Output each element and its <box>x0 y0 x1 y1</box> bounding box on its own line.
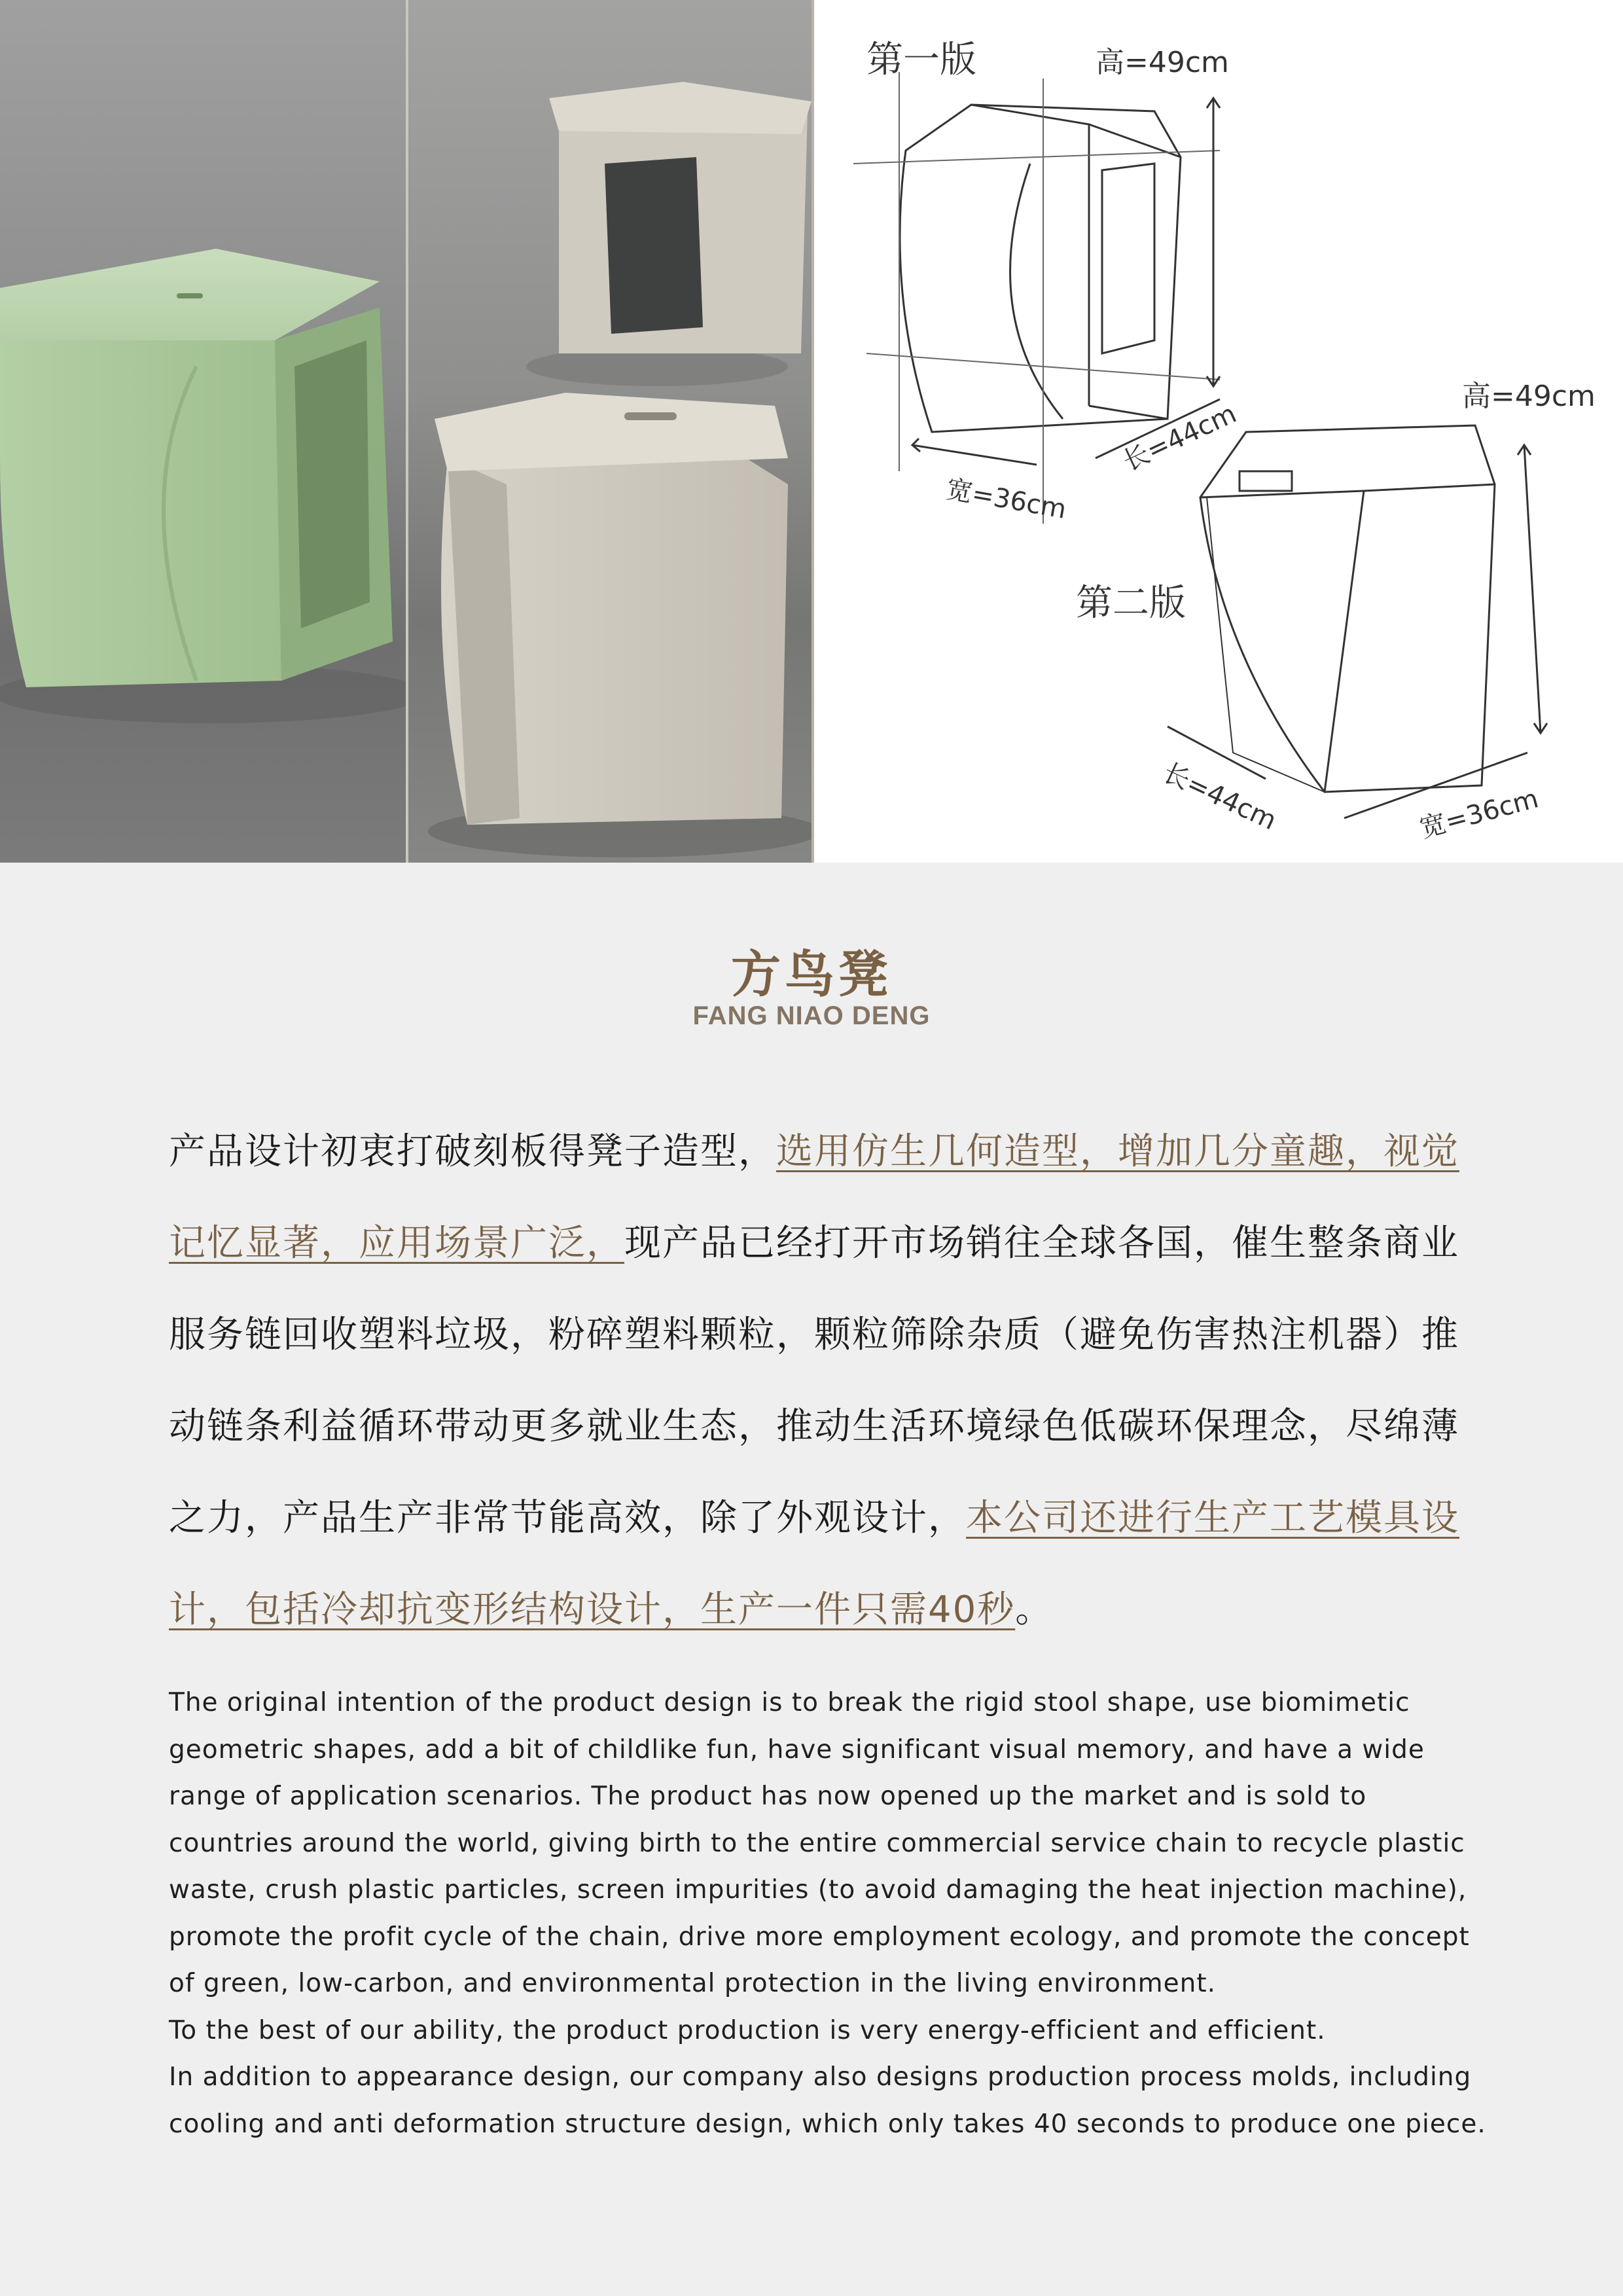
beige-stools-illustration <box>408 0 812 863</box>
description-en-paragraph-2: To the best of our ability, the product production is very energy-efficient and efficient. <box>169 2015 1326 2045</box>
sketch-v2-length: 长=44cm <box>1158 757 1281 836</box>
description-cn <box>169 1106 1471 1656</box>
product-title-cn: 方鸟凳 <box>731 945 892 1003</box>
sketch-drawing <box>814 0 1623 863</box>
sketch-v1-label: 第一版 <box>866 39 976 81</box>
description-en-paragraph-3: In addition to appearance design, our company also designs production process molds, including cooling and anti deformation structure design, which only takes 40 seconds to produce one piece. <box>169 2062 1486 2139</box>
product-title-en: FANG NIAO DENG <box>692 1001 931 1030</box>
description-cn-end: 。 <box>1015 1588 1054 1631</box>
beige-stools-render <box>408 0 812 863</box>
sketch-v1-height: 高=49cm <box>1096 46 1229 79</box>
sketch-v1-width: 宽=36cm <box>944 474 1069 526</box>
description-cn-part2: 现产品已经打开市场销往全球各国，催生整条商业服务链回收塑料垃圾，粉碎塑料颗粒，颗粒筛除杂质（避免伤害热注机器）推动链条利益循环带动更多就业生态，推动生活环境绿色低碳环保理念，尽绵薄之力，产品生产非常节能高效，除了外观设计， <box>169 1222 1459 1539</box>
description-cn-highlight-1: 选用仿生几何造型，增加几分童趣，视觉记忆显著，应用场景广泛， <box>169 1130 1459 1265</box>
description-cn-part1: 产品设计初衷打破刻板得凳子造型， <box>169 1130 776 1173</box>
hero-image-strip <box>0 0 1623 863</box>
sketch-v2-width: 宽=36cm <box>1416 783 1542 844</box>
sketch-v2-height: 高=49cm <box>1462 380 1596 413</box>
sketch-v1-length: 长=44cm <box>1118 399 1241 478</box>
description-en-paragraph-1: The original intention of the product design is to break the rigid stool shape, use biomimetic geometric shapes, add a bit of childlike fun, have significant visual memory, and have a wide range of application scenarios. The product has now opened up the market and is sold to countries around the world, giving birth to the entire commercial service chain to recycle plastic waste, crush plastic particles, screen impurities (to avoid damaging the heat injection machine), promote the profit cycle of the chain, drive more employment ecology, and promote the concept of green, low-carbon, and environmental protection in the living environment. <box>169 1688 1470 1998</box>
green-stool-render <box>0 0 406 863</box>
description-en <box>169 1679 1491 2147</box>
dimension-sketch <box>814 0 1623 863</box>
green-stool-illustration <box>0 0 406 863</box>
sketch-v2-label: 第二版 <box>1076 582 1186 624</box>
description-cn-highlight-2: 本公司还进行生产工艺模具设计，包括冷却抗变形结构设计，生产一件只需40秒 <box>169 1497 1459 1631</box>
